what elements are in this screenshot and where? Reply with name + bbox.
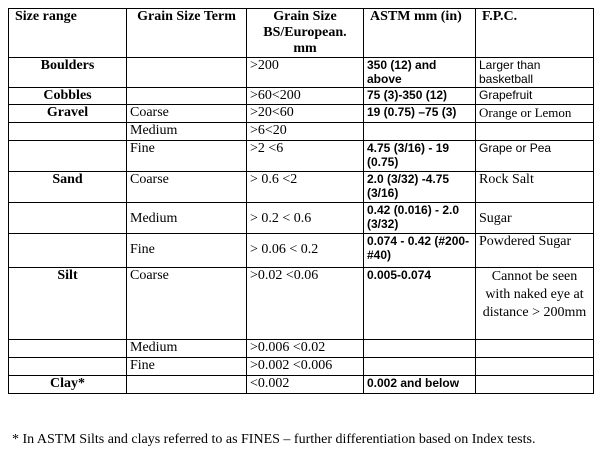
fpc-cell <box>476 358 594 376</box>
term-cell: Coarse <box>127 172 247 203</box>
term-cell: Fine <box>127 358 247 376</box>
table-row <box>9 172 594 203</box>
table-row <box>9 141 594 172</box>
table-row <box>9 358 594 376</box>
table-row <box>9 203 594 234</box>
term-cell: Medium <box>127 340 247 358</box>
fpc-cell: Orange or Lemon <box>476 105 594 123</box>
fpc-cell: Grape or Pea <box>476 141 594 172</box>
astm-cell: 19 (0.75) –75 (3) <box>364 105 476 123</box>
bs-cell: >200 <box>247 58 364 88</box>
size-range-cell <box>9 340 127 358</box>
size-range-cell <box>9 358 127 376</box>
astm-cell: 75 (3)-350 (12) <box>364 88 476 105</box>
size-range-cell: Sand <box>9 172 127 203</box>
term-cell: Medium <box>127 203 247 234</box>
astm-cell: 2.0 (3/32) -4.75 (3/16) <box>364 172 476 203</box>
size-range-cell: Boulders <box>9 58 127 88</box>
astm-cell: 350 (12) and above <box>364 58 476 88</box>
table-row <box>9 340 594 358</box>
fpc-cell: Cannot be seen with naked eye at distance > 200mm <box>476 268 594 340</box>
astm-cell: 0.005-0.074 <box>364 268 476 340</box>
astm-cell <box>364 358 476 376</box>
term-cell: Coarse <box>127 105 247 123</box>
fpc-cell: Powdered Sugar <box>476 234 594 268</box>
fpc-cell: Grapefruit <box>476 88 594 105</box>
size-range-cell <box>9 141 127 172</box>
header-fpc: F.P.C. <box>476 9 594 58</box>
fpc-cell: Larger than basketball <box>476 58 594 88</box>
size-range-cell <box>9 234 127 268</box>
fpc-cell: Sugar <box>476 203 594 234</box>
astm-cell: 0.42 (0.016) - 2.0 (3/32) <box>364 203 476 234</box>
bs-cell: >0.02 <0.06 <box>247 268 364 340</box>
table-row <box>9 88 594 105</box>
bs-cell: >60<200 <box>247 88 364 105</box>
size-range-cell: Cobbles <box>9 88 127 105</box>
header-grain-size-bs: Grain Size BS/European. mm <box>247 9 364 58</box>
fpc-cell: Rock Salt <box>476 172 594 203</box>
size-range-cell <box>9 203 127 234</box>
bs-cell: >0.002 <0.006 <box>247 358 364 376</box>
table-row <box>9 105 594 123</box>
term-cell <box>127 88 247 105</box>
footnote: * In ASTM Silts and clays referred to as FINES – further differentiation based on Index tests. <box>12 432 536 447</box>
table-header-row <box>9 9 594 58</box>
bs-cell: >20<60 <box>247 105 364 123</box>
astm-cell: 4.75 (3/16) - 19 (0.75) <box>364 141 476 172</box>
term-cell <box>127 376 247 394</box>
table-row <box>9 268 594 340</box>
fpc-cell <box>476 376 594 394</box>
astm-cell: 0.002 and below <box>364 376 476 394</box>
table-row <box>9 234 594 268</box>
bs-cell: >0.006 <0.02 <box>247 340 364 358</box>
size-range-cell <box>9 123 127 141</box>
size-range-cell: Clay* <box>9 376 127 394</box>
bs-cell: > 0.2 < 0.6 <box>247 203 364 234</box>
table-row <box>9 376 594 394</box>
astm-cell: 0.074 - 0.42 (#200-#40) <box>364 234 476 268</box>
grain-size-table <box>8 8 594 394</box>
term-cell <box>127 58 247 88</box>
term-cell: Fine <box>127 234 247 268</box>
size-range-cell: Gravel <box>9 105 127 123</box>
bs-cell: <0.002 <box>247 376 364 394</box>
table-row <box>9 58 594 88</box>
header-grain-size-term: Grain Size Term <box>127 9 247 58</box>
size-range-cell: Silt <box>9 268 127 340</box>
term-cell: Medium <box>127 123 247 141</box>
fpc-cell <box>476 123 594 141</box>
bs-cell: >6<20 <box>247 123 364 141</box>
astm-cell <box>364 123 476 141</box>
table-row <box>9 123 594 141</box>
header-astm: ASTM mm (in) <box>364 9 476 58</box>
astm-cell <box>364 340 476 358</box>
bs-cell: > 0.6 <2 <box>247 172 364 203</box>
bs-cell: > 0.06 < 0.2 <box>247 234 364 268</box>
header-size-range: Size range <box>9 9 127 58</box>
bs-cell: >2 <6 <box>247 141 364 172</box>
term-cell: Fine <box>127 141 247 172</box>
fpc-cell <box>476 340 594 358</box>
term-cell: Coarse <box>127 268 247 340</box>
